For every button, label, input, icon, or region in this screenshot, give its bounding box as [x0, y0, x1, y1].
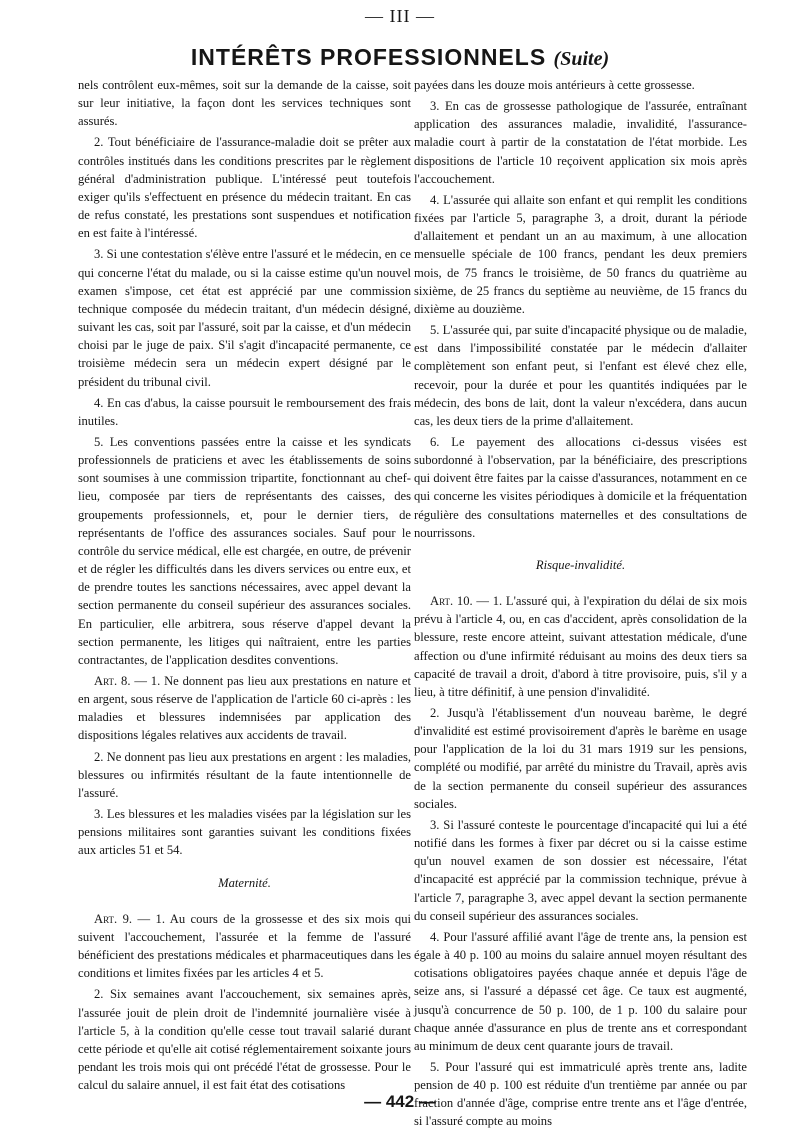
article-10-label: Art. 10.: [430, 594, 473, 609]
paragraph-continuation: nels contrôlent eux-mêmes, soit sur la demande de la caisse, soit sur leur initiative, la façon dont les services techniques sont assurés.: [78, 78, 411, 129]
article-10-para-3: 3. Si l'assuré conteste le pourcentage d'incapacité qui lui a été notifié dans les formes à fixer par décret ou si la caisse estime qu'un nouvel examen de son dossier est nécessaire, l'état d'incapacité est apprécié par la commission technique, prévue à l'article 7, paragraphe 3, avec appel devant la section permanente du conseil supérieur des assurances sociales.: [414, 817, 747, 923]
article-8-label: Art. 8.: [94, 674, 131, 688]
article-9-para-2: 2. Six semaines avant l'accouchement, six semaines après, l'assurée jouit de plein droit de l'indemnité journalière visée à l'article 5, à la condition qu'elle cesse tout travail salarié durant cette période et qu'elle ait cotisé réglementairement soixante jours pendant les trois mois qui ont précédé l'état de grossesse. Pour le calcul du salaire annuel, il est fait état des cotisations: [78, 987, 411, 1093]
paragraph-2: 2. Tout bénéficiaire de l'assurance-maladie doit se prêter aux contrôles institués dans les conditions prescrites par le règlement général d'administration publique. L'intéressé peut toutefois exiger qu'ils s'effectuent en présence du médecin traitant. En cas de refus constaté, les prestations sont suspendues et notification en est faite à l'intéressé.: [78, 135, 411, 241]
article-9-label: Art. 9.: [94, 911, 133, 926]
article-9-para-5: 5. L'assurée qui, par suite d'incapacité physique ou de maladie, est dans l'impossibilité constatée par le médecin d'allaiter complètement son enfant peut, si l'enfant est élevé chez elle, recevoir, pour la durée et pour les quantités indiquées par le médecin, des bons de lait, dont la valeur n'excédera, dans aucun cas, les deux tiers de la prime d'allaitement.: [414, 323, 747, 428]
article-9-para-6: 6. Le payement des allocations ci-dessus visées est subordonné à l'observation, par la bénéficiaire, des prescriptions qui doivent être faites par la caisse d'assurances, notamment en ce qui concerne les visites périodiques à domicile et la fréquentation régulière des consultations maternelles et des consultations de nourrissons.: [414, 434, 747, 540]
page-roman-numeral: — III —: [365, 6, 435, 26]
article-10-para-4: 4. Pour l'assuré affilié avant l'âge de trente ans, la pension est égale à 40 p. 100 au moins du salaire annuel moyen résultant des cotisations obligatoires payées chaque année et depuis l'âge de seize ans, si l'assuré a dépassé cet âge. Ce taux est augmenté, jusqu'à concurrence de 50 p. 100, de 1 p. 100 du salaire pour chaque année d'assurance en plus de trente ans et correspondant au minimum de deux cent quarante jours de travail.: [414, 929, 747, 1053]
article-9-para-1: [78, 910, 411, 983]
paragraph-continuation: payées dans les douze mois antérieurs à cette grossesse.: [414, 78, 695, 92]
article-8-para-3: 3. Les blessures et les maladies visées par la législation sur les pensions militaires sont garanties suivant les conditions fixées aux articles 51 et 54.: [78, 807, 411, 858]
article-10-para-1: [414, 592, 747, 701]
article-8-para-2: 2. Ne donnent pas lieu aux prestations en argent : les maladies, blessures ou infirmités résultant de la faute intentionnelle de l'assuré.: [78, 749, 411, 800]
paragraph-5: 5. Les conventions passées entre la caisse et les syndicats professionnels de praticiens et avec les établissements de soins sont soumises à une commission tripartite, fonctionnant au chef-lieu, composée par tiers de représentants des caisses, des groupements professionnels, et, pour le dernier tiers, de représentants de l'office des assurances sociales. Sauf pour le contrôle du service médical, elle est chargée, en outre, de prévenir et de régler les difficultés dans les divers services ou entre eux, et de prendre toutes les sanctions nécessaires, avec appel devant la section permanente du conseil supérieur des assurances sociales. En particulier, elle arbitrera, sous réserve d'appel devant la section permanente, les litiges qui naîtraient, entre les parties contractantes, de l'application desdites conventions.: [78, 434, 411, 667]
page-number: — 442 —: [364, 1092, 436, 1111]
section-heading-invalidite: Risque-invalidité.: [535, 557, 626, 572]
article-8-text: — 1. Ne donnent pas lieu aux prestations en nature et en argent, sous réserve de l'application de l'article 60 ci-après : les maladies et blessures indemnisées par application des dispositions légales relatives aux accidents de travail.: [78, 674, 411, 743]
article-8-para-1: [78, 672, 411, 745]
paragraph-3: 3. Si une contestation s'élève entre l'assuré et le médecin, en ce qui concerne l'état du malade, ou si la caisse estime qu'un nouvel examen s'impose, cet état est apprécié par une commission technique composée du médecin traitant, d'un médecin désigné, suivant les cas, soit par l'assuré, soit par la caisse, et d'un médecin choisi par le juge de paix. S'il s'agit d'incapacité permanente, ce troisième médecin sera un médecin expert désigné par le président du tribunal civil.: [78, 247, 411, 389]
section-title: [0, 44, 800, 71]
article-9-para-4: 4. L'assurée qui allaite son enfant et qui remplit les conditions fixées par l'article 5, paragraphe 3, a droit, durant la période d'allaitement et pendant un an au maximum, à une allocation mensuelle spéciale de 100 francs, pendant les deux premiers mois, de 75 francs le troisième, de 50 francs du quatrième au sixième, de 25 francs du septième au neuvième, de 15 francs du dixième au douzième.: [414, 192, 747, 316]
paragraph-4: 4. En cas d'abus, la caisse poursuit le remboursement des frais inutiles.: [78, 395, 411, 428]
article-9-text: — 1. Au cours de la grossesse et des six mois qui suivent l'accouchement, l'assurée et la femme de l'assuré bénéficient des prestations médicales et pharmaceutiques dans les conditions et limites fixées par les articles 4 et 5.: [78, 911, 411, 981]
article-10-para-5: 5. Pour l'assuré qui est immatriculé après trente ans, ladite pension de 40 p. 100 est réduite d'un trentième par année ou par fraction d'année d'âge, comprise entre trente ans et l'âge d'entrée, si l'assuré compte au moins: [414, 1059, 747, 1129]
section-title-text: INTÉRÊTS PROFESSIONNELS: [190, 44, 547, 70]
article-9-para-3: 3. En cas de grossesse pathologique de l'assurée, entraînant application des assurances maladie, invalidité, l'assurance-maladie court à partir de la constatation de l'état morbide. Les dispositions de l'article 10 reçoivent application six mois après l'accouchement.: [414, 99, 747, 186]
left-column: [78, 76, 411, 1094]
section-heading-maternite: Maternité.: [218, 875, 271, 890]
right-column: [414, 76, 747, 1131]
section-title-suite: (Suite): [553, 48, 610, 70]
article-10-text: — 1. L'assuré qui, à l'expiration du délai de six mois prévu à l'article 4, ou, en cas d'accident, après consolidation de la blessure, reste encore atteint, suivant attestation médicale, d'une affection ou d'une infirmité réduisant au moins des deux tiers sa capacité de travail a droit, d'abord à titre provisoire, puis, s'il y a lieu, à titre définitif, à une pension d'invalidité.: [414, 594, 747, 699]
article-10-para-2: 2. Jusqu'à l'établissement d'un nouveau barème, le degré d'invalidité est estimé provisoirement d'après le barème en usage pour l'application de la loi du 31 mars 1919 sur les pensions, complété ou modifié, par arrêté du ministre du Travail, après avis de la section permanente du conseil supérieur des assurances sociales.: [414, 706, 747, 811]
